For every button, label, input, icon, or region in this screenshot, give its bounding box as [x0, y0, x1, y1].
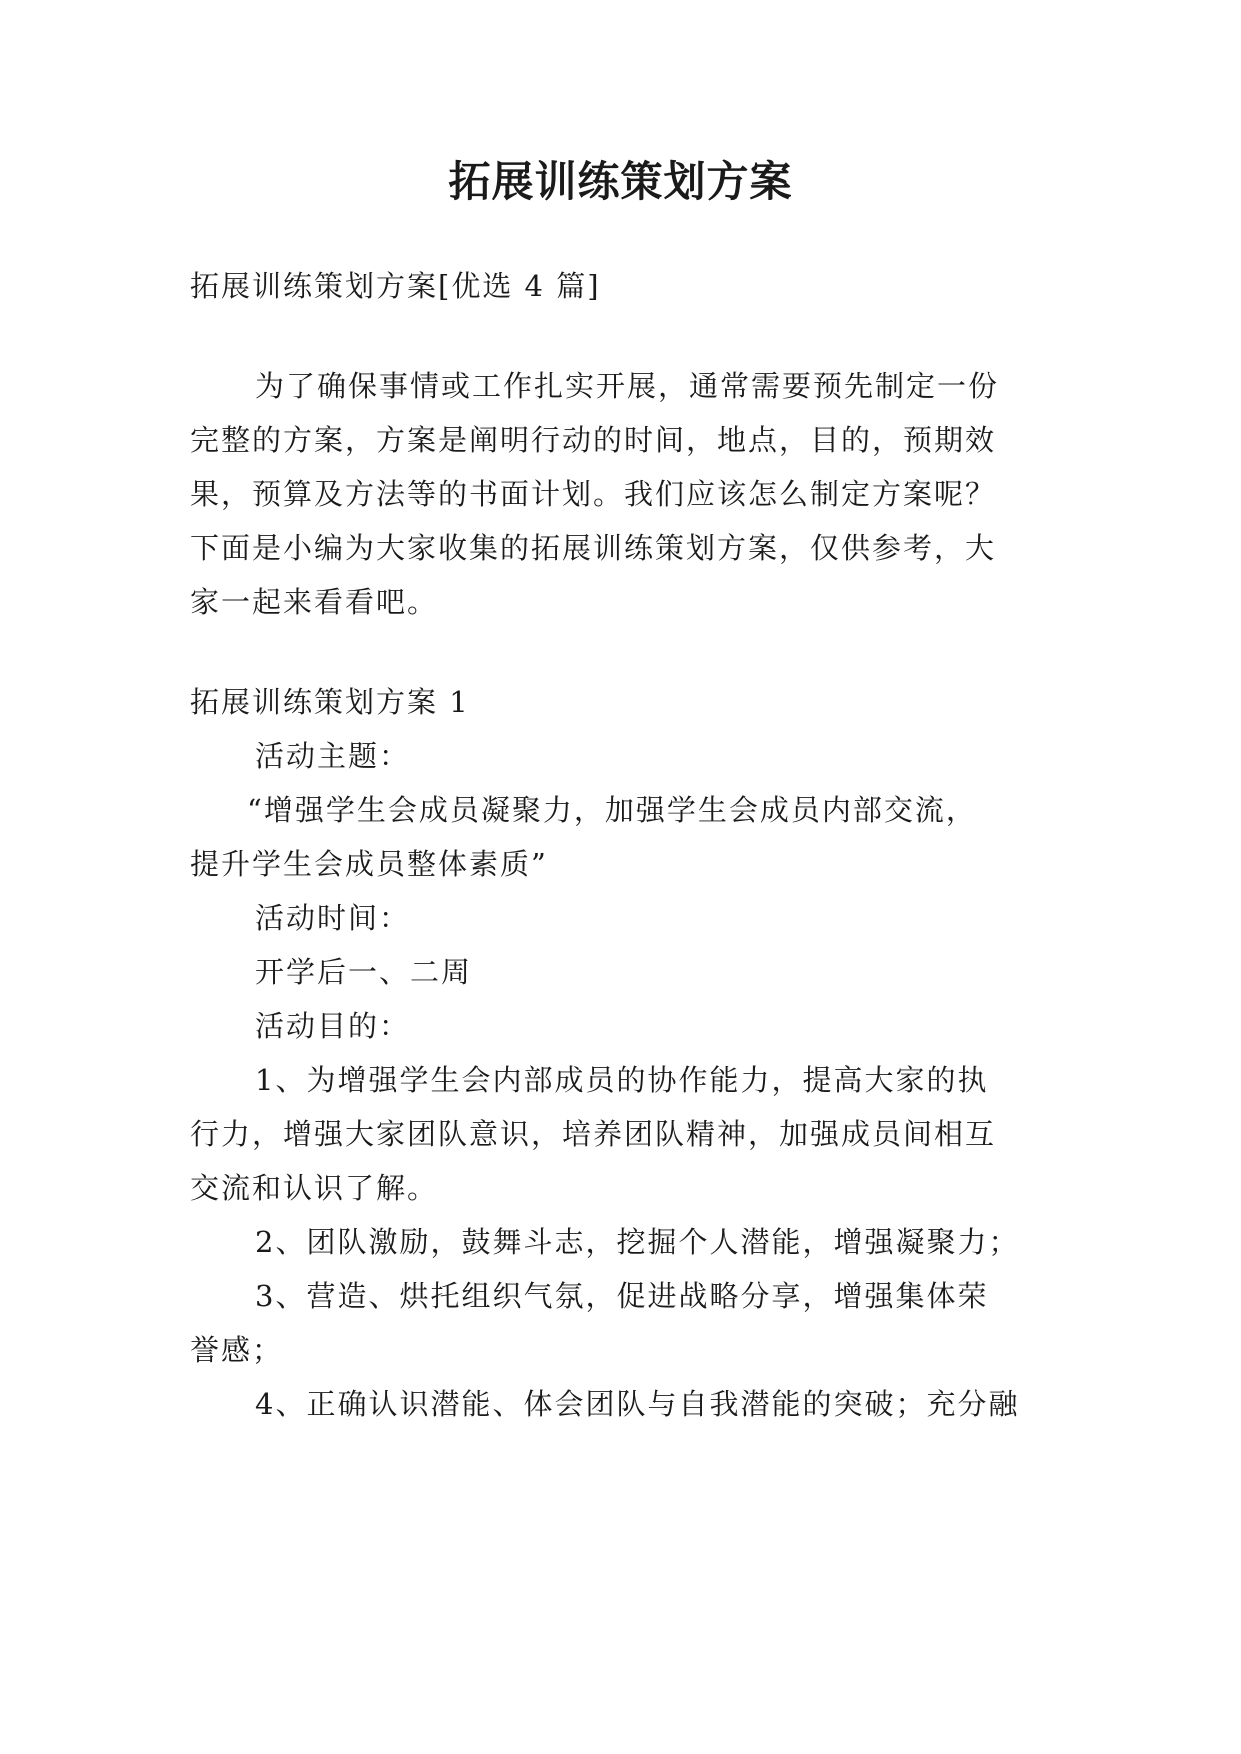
theme-line: 提升学生会成员整体素质”	[190, 847, 548, 881]
purpose-label: 活动目的：	[255, 1009, 411, 1043]
intro-line: 完整的方案，方案是阐明行动的时间，地点，目的，预期效	[190, 423, 997, 457]
time-value: 开学后一、二周	[255, 955, 473, 989]
document-subtitle: 拓展训练策划方案[优选 4 篇]	[190, 269, 601, 303]
section-heading: 拓展训练策划方案 1	[190, 685, 470, 719]
purpose-line: 交流和认识了解。	[190, 1171, 439, 1205]
document-title: 拓展训练策划方案	[448, 157, 793, 206]
theme-label: 活动主题：	[255, 739, 411, 773]
intro-line: 下面是小编为大家收集的拓展训练策划方案，仅供参考，大	[190, 531, 997, 565]
purpose-line: 1、为增强学生会内部成员的协作能力，提高大家的执	[255, 1063, 989, 1097]
intro-line: 家一起来看看吧。	[190, 585, 439, 619]
purpose-line: 行力，增强大家团队意识，培养团队精神，加强成员间相互	[190, 1117, 997, 1151]
purpose-line: 4、正确认识潜能、体会团队与自我潜能的突破；充分融	[255, 1387, 1020, 1421]
purpose-line: 2、团队激励，鼓舞斗志，挖掘个人潜能，增强凝聚力；	[255, 1225, 1020, 1259]
purpose-line: 誉感；	[190, 1333, 284, 1367]
time-label: 活动时间：	[255, 901, 411, 935]
purpose-line: 3、营造、烘托组织气氛，促进战略分享，增强集体荣	[255, 1279, 989, 1313]
intro-line: 果，预算及方法等的书面计划。我们应该怎么制定方案呢？	[190, 477, 997, 511]
intro-line: 为了确保事情或工作扎实开展，通常需要预先制定一份	[255, 369, 1000, 403]
theme-line: “增强学生会成员凝聚力，加强学生会成员内部交流，	[247, 793, 977, 827]
